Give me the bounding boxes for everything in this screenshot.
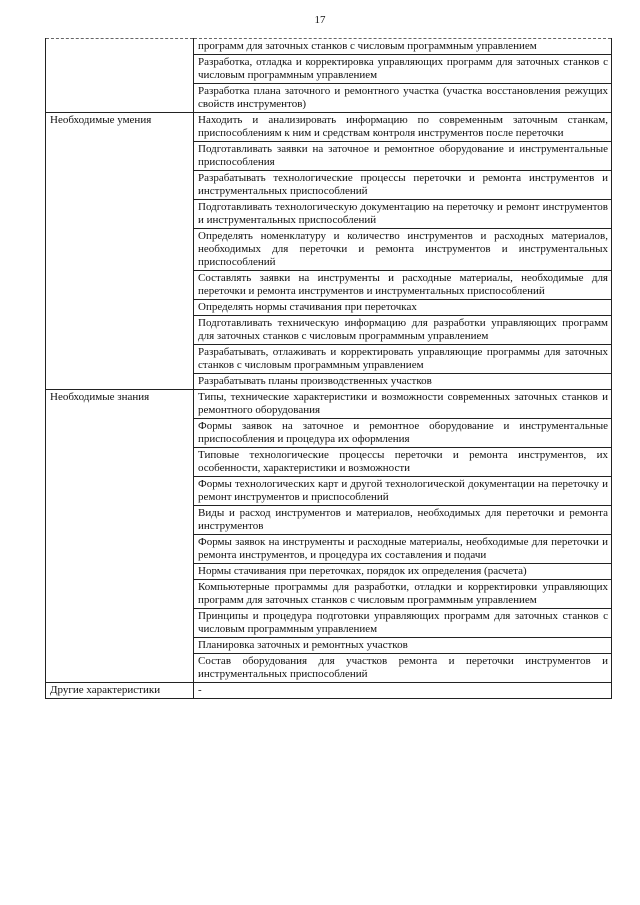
table-row <box>46 113 612 142</box>
row-value: Формы заявок на заточное и ремонтное оборудование и инструментальные приспособления и процедура их оформления <box>194 419 612 448</box>
row-value: Составлять заявки на инструменты и расходные материалы, необходимые для переточки и ремонта инструментов и инструментальных приспособлений <box>194 271 612 300</box>
row-value: Определять номенклатуру и количество инструментов и расходных материалов, необходимых для переточки и ремонта инструментов и инструментальных приспособлений <box>194 229 612 271</box>
row-value: Разрабатывать планы производственных участков <box>194 374 612 390</box>
row-value: Планировка заточных и ремонтных участков <box>194 638 612 654</box>
row-value: Типовые технологические процессы переточки и ремонта инструментов, их особенности, характеристики и возможности <box>194 448 612 477</box>
row-value: Разрабатывать технологические процессы переточки и ремонта инструментов и инструментальных приспособлений <box>194 171 612 200</box>
row-value: Определять нормы стачивания при переточках <box>194 300 612 316</box>
row-value: Виды и расход инструментов и материалов, необходимых для переточки и ремонта инструментов <box>194 506 612 535</box>
table-row <box>46 683 612 699</box>
row-label: Другие характеристики <box>46 683 194 699</box>
row-value: Состав оборудования для участков ремонта и переточки инструментов и инструментальных приспособлений <box>194 654 612 683</box>
row-value: Подготавливать техническую информацию для разработки управляющих программ для заточных станков с числовым программным управлением <box>194 316 612 345</box>
row-value: Формы заявок на инструменты и расходные материалы, необходимые для переточки и ремонта инструментов, и процедура их составления и подачи <box>194 535 612 564</box>
page-number: 17 <box>314 14 326 26</box>
table-row <box>46 39 612 55</box>
row-label: Необходимые знания <box>46 390 194 683</box>
row-value: Типы, технические характеристики и возможности современных заточных станков и ремонтного оборудования <box>194 390 612 419</box>
row-value: Компьютерные программы для разработки, отладки и корректировки управляющих программ для заточных станков с числовым программным управлением <box>194 580 612 609</box>
row-value: Принципы и процедура подготовки управляющих программ для заточных станков с числовым программным управлением <box>194 609 612 638</box>
row-value: Подготавливать технологическую документацию на переточку и ремонт инструментов и инструментальных приспособлений <box>194 200 612 229</box>
row-value: - <box>194 683 612 699</box>
row-value: Нормы стачивания при переточках, порядок их определения (расчета) <box>194 564 612 580</box>
row-value: программ для заточных станков с числовым программным управлением <box>194 39 612 55</box>
row-value: Разрабатывать, отлаживать и корректировать управляющие программы для заточных станков с числовым программным управлением <box>194 345 612 374</box>
row-label <box>46 39 194 113</box>
table-row <box>46 390 612 419</box>
row-value: Находить и анализировать информацию по современным заточным станкам, приспособлениям к ним и средствам контроля инструментов после переточки <box>194 113 612 142</box>
row-value: Формы технологических карт и другой технологической документации на переточку и ремонт инструментов и приспособлений <box>194 477 612 506</box>
row-value: Подготавливать заявки на заточное и ремонтное оборудование и инструментальные приспособления <box>194 142 612 171</box>
row-value: Разработка, отладка и корректировка управляющих программ для заточных станков с числовым программным управлением <box>194 55 612 84</box>
row-label: Необходимые умения <box>46 113 194 390</box>
characteristics-table <box>45 38 612 699</box>
row-value: Разработка плана заточного и ремонтного участка (участка восстановления режущих свойств инструментов) <box>194 84 612 113</box>
